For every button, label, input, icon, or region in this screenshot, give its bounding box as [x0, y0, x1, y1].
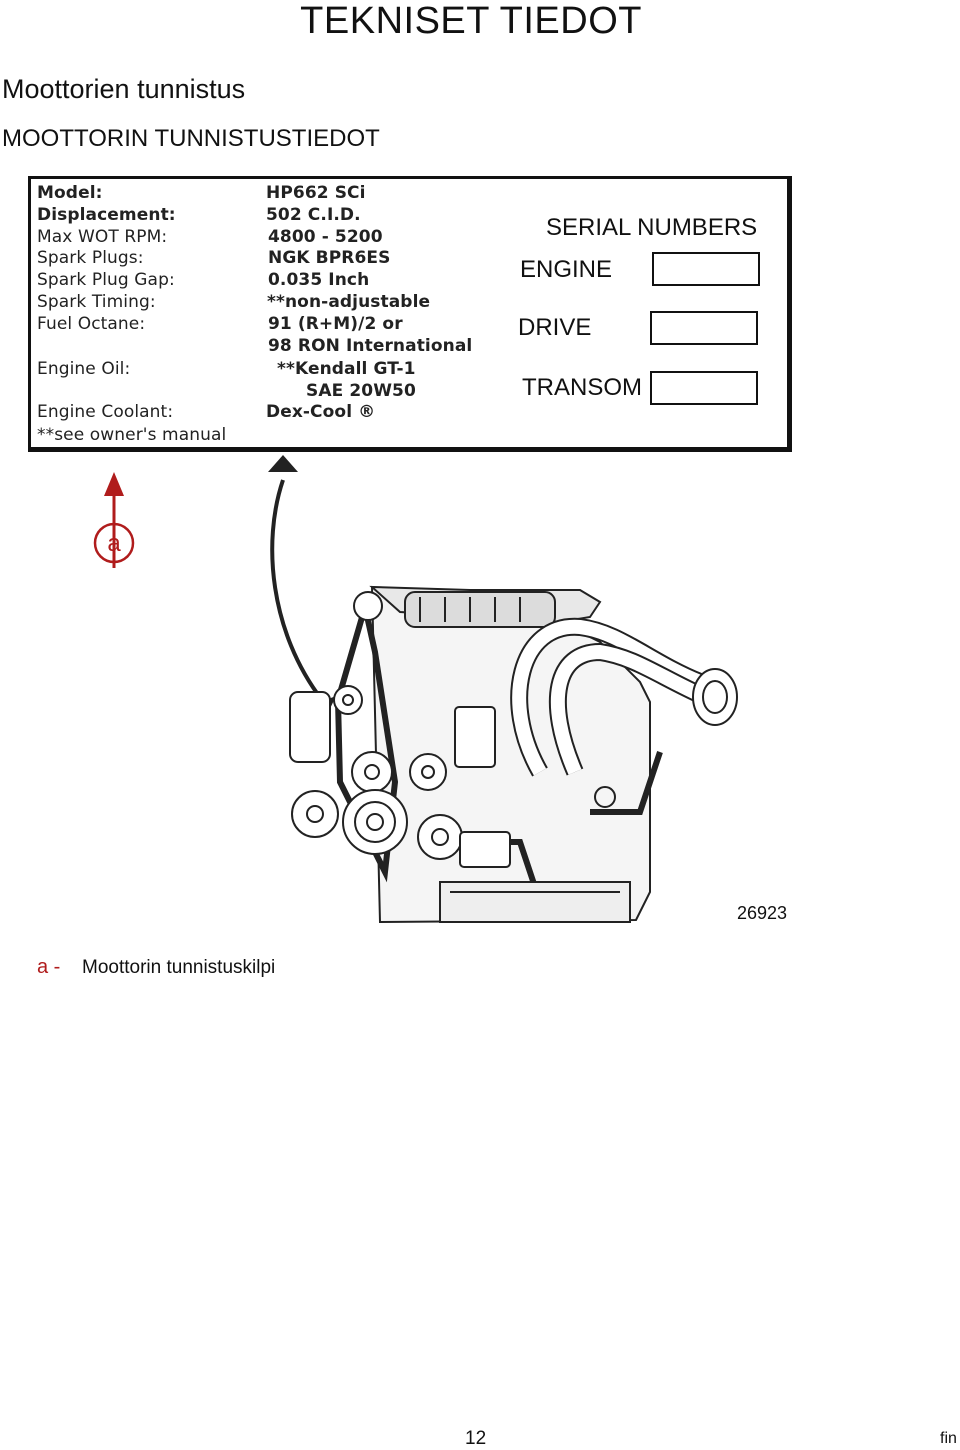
serial-label-engine: ENGINE	[520, 256, 613, 283]
spec-label-model: Model:	[37, 183, 103, 203]
engine-illustration	[0, 452, 960, 952]
spec-value-model: HP662 SCi	[266, 183, 366, 203]
serial-box-engine	[652, 252, 760, 286]
spec-note: **see owner's manual	[37, 425, 227, 445]
spec-label-spark-timing: Spark Timing:	[37, 292, 156, 312]
spec-label-spark-plugs: Spark Plugs:	[37, 248, 144, 268]
spec-label-engine-oil: Engine Oil:	[37, 359, 131, 379]
page-subheading: MOOTTORIN TUNNISTUSTIEDOT	[2, 125, 380, 152]
callout-a	[95, 524, 133, 562]
spec-label-displacement: Displacement:	[37, 205, 176, 225]
language-code: fin	[940, 1430, 957, 1447]
spec-value-engine-oil: **Kendall GT-1	[277, 359, 416, 379]
serial-label-transom: TRANSOM	[522, 374, 642, 401]
spec-value-engine-coolant: Dex-Cool ®	[266, 402, 376, 422]
serial-numbers-title: SERIAL NUMBERS	[546, 214, 758, 241]
caption-text: Moottorin tunnistuskilpi	[82, 957, 276, 978]
section-title: TEKNISET TIEDOT	[300, 0, 642, 42]
callout-letter: a	[107, 530, 121, 557]
spec-label-plug-gap: Spark Plug Gap:	[37, 270, 175, 290]
spec-value-engine-oil-2: SAE 20W50	[306, 381, 416, 401]
spec-value-fuel-octane: 91 (R+M)/2 or	[268, 314, 403, 334]
engine-drawing	[290, 587, 737, 922]
figure-number: 26923	[737, 903, 788, 923]
spec-value-rpm: 4800 - 5200	[268, 227, 383, 247]
spec-label-fuel-octane: Fuel Octane:	[37, 314, 146, 334]
serial-label-drive: DRIVE	[518, 314, 592, 341]
spec-label-rpm: Max WOT RPM:	[37, 227, 168, 247]
pointer-arrow-black	[268, 455, 336, 715]
caption-letter: a -	[37, 956, 61, 978]
page-heading: Moottorien tunnistus	[2, 74, 246, 104]
spec-value-displacement: 502 C.I.D.	[266, 205, 361, 225]
spec-value-spark-plugs: NGK BPR6ES	[268, 248, 391, 268]
spec-value-plug-gap: 0.035 Inch	[268, 270, 370, 290]
page-number: 12	[465, 1428, 487, 1449]
spec-label-engine-coolant: Engine Coolant:	[37, 402, 174, 422]
serial-box-transom	[650, 371, 758, 405]
serial-box-drive	[650, 311, 758, 345]
spec-value-spark-timing: **non-adjustable	[267, 292, 431, 312]
spec-value-fuel-octane-2: 98 RON International	[268, 336, 473, 356]
